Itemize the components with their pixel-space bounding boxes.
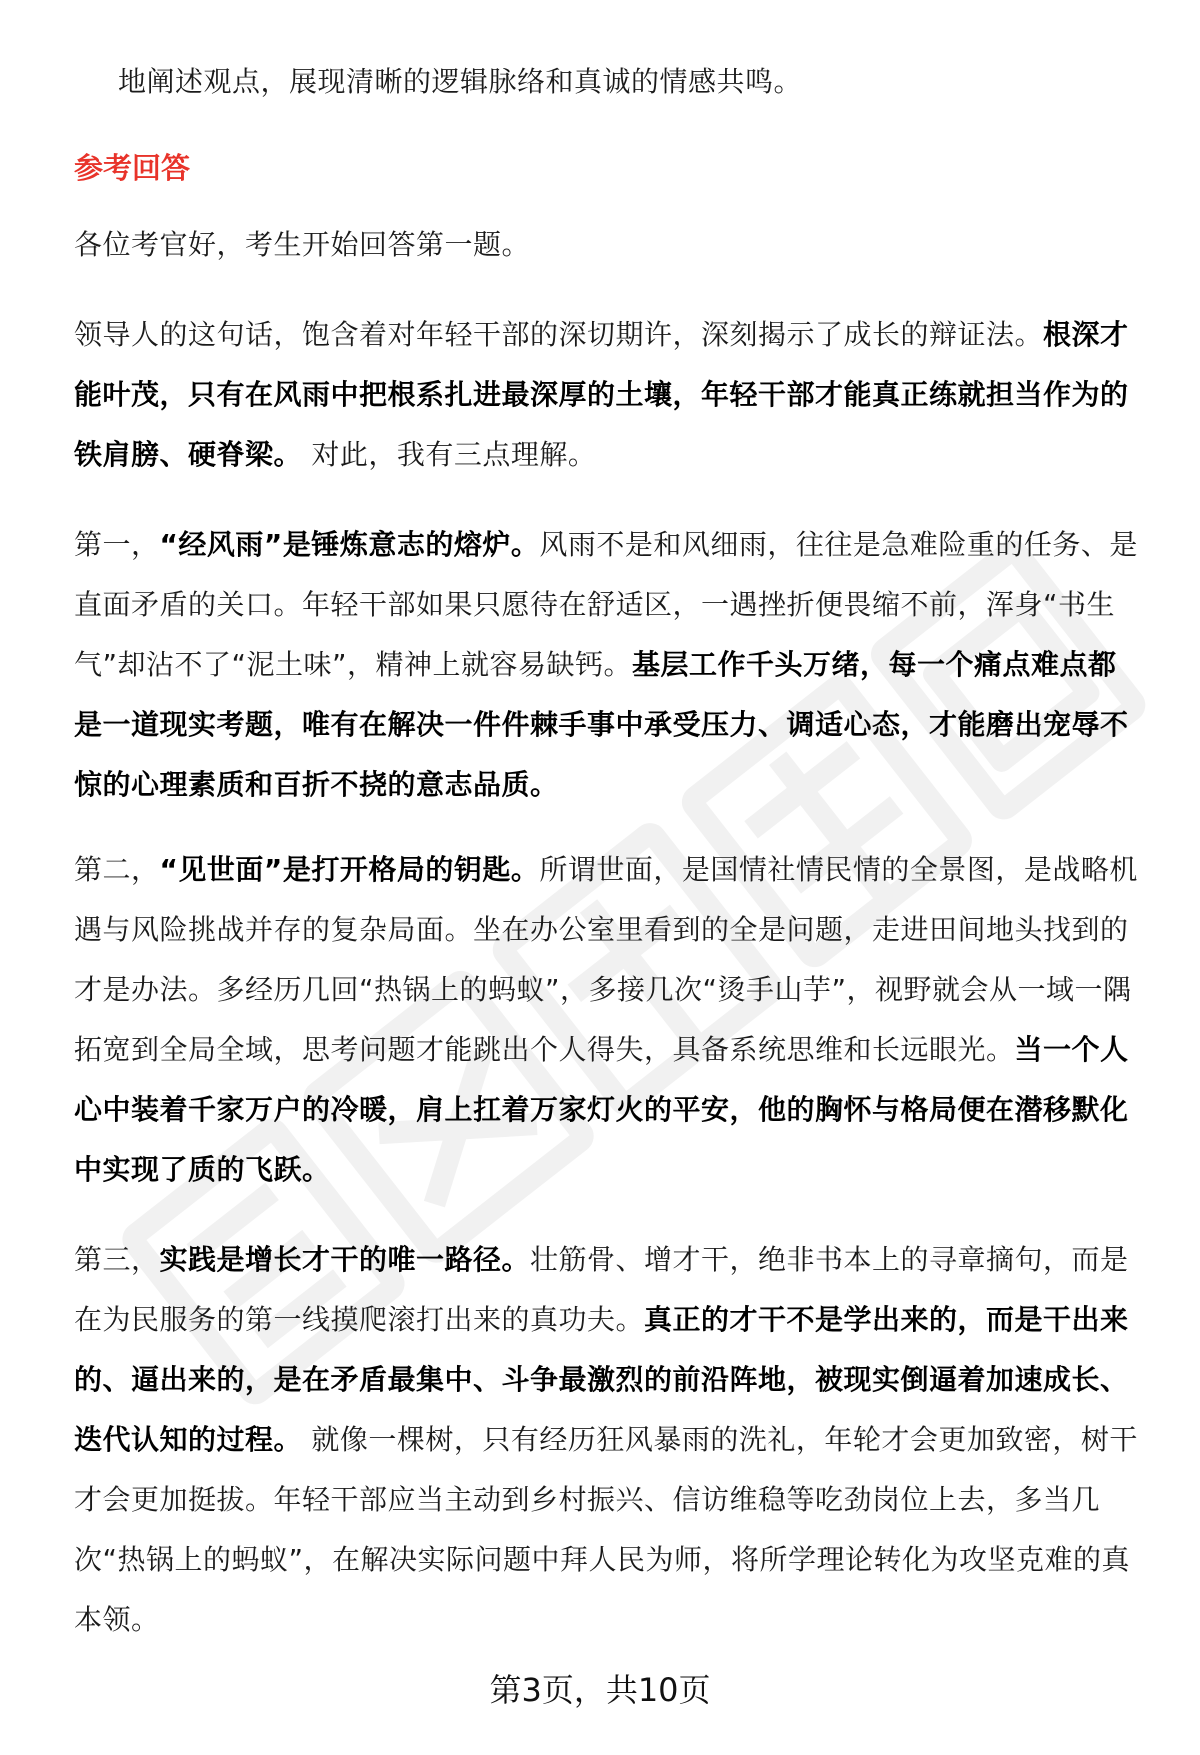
paragraph-2 — [74, 515, 1144, 815]
page-number-footer: 第3页，共10页 — [489, 1671, 711, 1709]
p3-normal-1: 第二， — [74, 853, 160, 886]
p2-normal-1: 第一， — [74, 528, 160, 561]
p3-bold-2: 当一个人心中装着千家万户的冷暖，肩上扛着万家灯火的平安，他的胸怀与格局便在潜移默化中实现了质的飞跃。 — [74, 1033, 1129, 1186]
paragraph-1 — [74, 305, 1144, 485]
greeting-paragraph: 各位考官好，考生开始回答第一题。 — [74, 228, 531, 261]
p3-normal-2: 所谓世面，是国情社情民情的全景图，是战略机遇与风险挑战并存的复杂局面。坐在办公室里看到的全是问题，走进田间地头找到的才是办法。多经历几回“热锅上的蚂蚁”，多接几次“烫手山芋”，视野就会从一域一隅拓宽到全局全域，思考问题才能跳出个人得失，具备系统思维和长远眼光。 — [74, 853, 1138, 1066]
p1-normal-1: 领导人的这句话，饱含着对年轻干部的深切期许，深刻揭示了成长的辩证法。 — [74, 318, 1044, 351]
paragraph-4 — [74, 1230, 1144, 1650]
p2-bold-2: 基层工作千头万绪，每一个痛点难点都是一道现实考题，唯有在解决一件件棘手事中承受压力、调适心态，才能磨出宠辱不惊的心理素质和百折不挠的意志品质。 — [74, 648, 1129, 801]
p4-bold-1: 实践是增长才干的唯一路径。 — [159, 1243, 531, 1276]
section-heading: 参考回答 — [74, 151, 191, 185]
p1-bold-1: 根深才能叶茂，只有在风雨中把根系扎进最深厚的土壤，年轻干部才能真正练就担当作为的铁肩膀、硬脊梁。 — [74, 318, 1129, 471]
p2-bold-1: “经风雨”是锤炼意志的熔炉。 — [159, 528, 540, 561]
p3-bold-1: “见世面”是打开格局的钥匙。 — [159, 853, 540, 886]
intro-text: 地阐述观点，展现清晰的逻辑脉络和真诚的情感共鸣。 — [118, 65, 803, 98]
p1-normal-2: 对此，我有三点理解。 — [302, 438, 597, 471]
intro-paragraph — [74, 52, 1144, 112]
paragraph-3 — [74, 840, 1144, 1200]
p4-normal-2: 壮筋骨、增才干，绝非书本上的寻章摘句，而是在为民服务的第一线摸爬滚打出来的真功夫。 — [74, 1243, 1129, 1336]
p4-normal-3: 就像一棵树，只有经历狂风暴雨的洗礼，年轮才会更加致密，树干才会更加挺拔。年轻干部应当主动到乡村振兴、信访维稳等吃劲岗位上去，多当几次“热锅上的蚂蚁”，在解决实际问题中拜人民为师，将所学理论转化为攻坚克难的真本领。 — [74, 1423, 1138, 1636]
p4-bold-2: 真正的才干不是学出来的，而是干出来的、逼出来的，是在矛盾最集中、斗争最激烈的前沿阵地，被现实倒逼着加速成长、迭代认知的过程。 — [74, 1303, 1129, 1456]
p4-normal-1: 第三， — [74, 1243, 160, 1276]
p2-normal-2: 风雨不是和风细雨，往往是急难险重的任务、是直面矛盾的关口。年轻干部如果只愿待在舒适区，一遇挫折便畏缩不前，浑身“书生气”却沾不了“泥土味”，精神上就容易缺钙。 — [74, 528, 1138, 681]
